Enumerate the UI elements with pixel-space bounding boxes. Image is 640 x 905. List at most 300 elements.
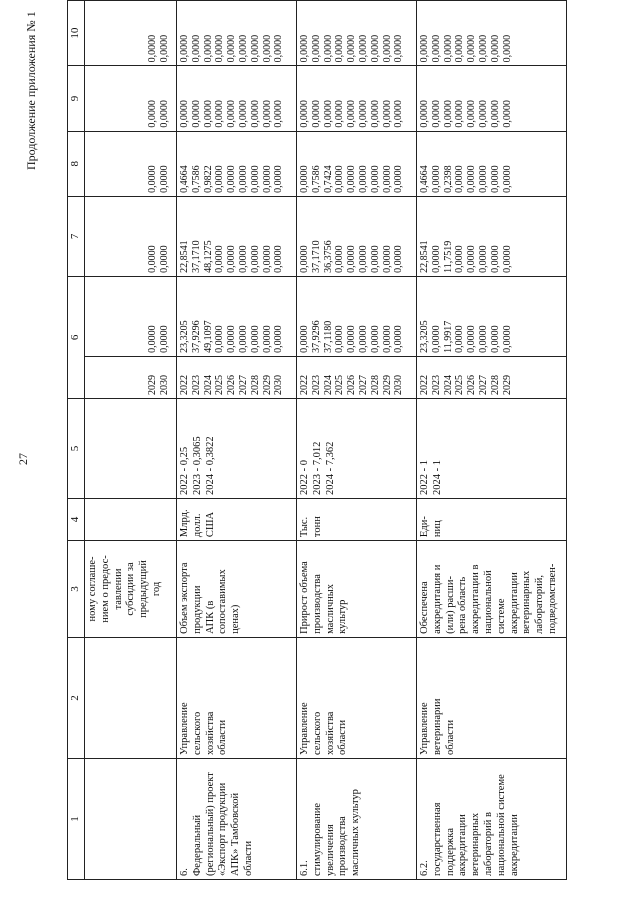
- total-cell-value: 0,0000: [273, 325, 285, 353]
- year-cell: [297, 356, 417, 398]
- regional-budget-cell-value: 0,0000: [226, 165, 238, 193]
- federal-budget-cell-value: 0,0000: [501, 245, 513, 273]
- item-name-line: Федеральный: [191, 814, 203, 876]
- federal-budget-cell-value: 36,3756: [322, 240, 334, 273]
- federal-budget-cell: [417, 196, 567, 276]
- extrabudget-cell-value: 0,0000: [299, 34, 310, 63]
- extrabudget-cell-value: 0,0000: [466, 34, 478, 63]
- federal-budget-cell-value: 0,0000: [147, 245, 158, 273]
- extrabudget-cell-value: 0,0000: [310, 34, 322, 63]
- extrabudget-cell-value: 0,0000: [322, 34, 334, 63]
- year-cell-value: 2029: [381, 374, 393, 395]
- year-cell: [417, 356, 567, 398]
- federal-budget-cell-value: 0,0000: [299, 245, 310, 273]
- year-cell-value: 2027: [477, 374, 489, 395]
- item-name-line: «Экспорт продукции: [217, 782, 229, 876]
- indicator-cell-line: продукции: [191, 585, 203, 634]
- total-cell-value: 23,3205: [419, 320, 430, 353]
- column-header: 6: [68, 276, 85, 398]
- regional-budget-cell-value: 0,7586: [190, 165, 202, 193]
- year-cell-value: 2030: [158, 374, 170, 395]
- extrabudget-cell-value: 0,0000: [237, 34, 249, 63]
- item-name-line: АПК» Тамбовской: [230, 792, 242, 876]
- column-header: 8: [68, 131, 85, 196]
- local-budget-cell-value: 0,0000: [202, 100, 214, 128]
- indicator-cell-line: системе: [495, 598, 507, 634]
- item-name-line: области: [242, 840, 254, 876]
- regional-budget-cell-value: 0,0000: [489, 165, 501, 193]
- item-name-line: лабораторий в: [482, 812, 494, 876]
- extrabudget-cell-value: 0,0000: [369, 34, 381, 63]
- local-budget-cell-value: 0,0000: [299, 100, 310, 128]
- item-name-line: (региональный) проект: [204, 772, 216, 876]
- unit-cell-line: долл.: [191, 513, 203, 538]
- column-number-row: [68, 1, 85, 880]
- total-cell-value: 11,9917: [442, 320, 454, 353]
- indicator-cell-line: аккредитации в: [470, 564, 482, 634]
- regional-budget-cell-value: 0,7424: [322, 165, 334, 193]
- regional-budget-cell-value: 0,0000: [346, 165, 358, 193]
- indicator-cell: [177, 541, 297, 638]
- extrabudget-cell-value: 0,0000: [454, 34, 466, 63]
- executor-cell-line: Управление: [419, 702, 430, 755]
- appendix-table: [67, 0, 567, 880]
- unit-cell-line: Тыс.: [299, 516, 310, 538]
- plan-value-cell: [85, 398, 177, 498]
- year-cell-value: 2028: [249, 374, 261, 395]
- total-cell-value: 37,9296: [190, 320, 202, 353]
- extrabudget-cell-value: 0,0000: [477, 34, 489, 63]
- year-cell-value: 2024: [322, 374, 334, 395]
- extrabudget-cell-value: 0,0000: [179, 34, 190, 63]
- item-cell: [177, 758, 297, 879]
- item-cell: [297, 758, 417, 879]
- year-cell-value: 2029: [147, 374, 158, 395]
- item-cell: [85, 758, 177, 879]
- extrabudget-cell-value: 0,0000: [226, 34, 238, 63]
- item-number: 6.1.: [299, 860, 310, 876]
- total-cell-value: 0,0000: [393, 325, 405, 353]
- total-cell-value: 0,0000: [381, 325, 393, 353]
- regional-budget-cell-value: 0,0000: [334, 165, 346, 193]
- item-name-line: аккредитации: [508, 814, 520, 876]
- extrabudget-cell-value: 0,0000: [346, 34, 358, 63]
- executor-cell-line: Управление: [299, 702, 310, 755]
- plan-value-cell: [177, 398, 297, 498]
- year-cell-value: 2024: [442, 374, 454, 395]
- federal-budget-cell-value: 0,0000: [454, 245, 466, 273]
- executor-cell-line: Управление: [179, 702, 190, 755]
- local-budget-cell-value: 0,0000: [179, 100, 190, 128]
- extrabudget-cell-value: 0,0000: [273, 34, 285, 63]
- item-name-line: национальной системе: [495, 774, 507, 876]
- total-cell-value: 0,0000: [158, 325, 170, 353]
- plan-value-cell-line: 2024 - 7,362: [324, 441, 336, 495]
- total-cell-value: 37,1180: [322, 320, 334, 353]
- unit-cell-line: ниц: [431, 520, 443, 538]
- indicator-cell-line: нием о предос-: [99, 555, 111, 623]
- column-header: 2: [68, 637, 85, 758]
- local-budget-cell-value: 0,0000: [369, 100, 381, 128]
- year-cell-value: 2022: [299, 374, 310, 395]
- executor-cell-line: сельского: [191, 711, 203, 755]
- extrabudget-cell-value: 0,0000: [419, 34, 430, 63]
- total-cell: [297, 276, 417, 356]
- year-cell: [177, 356, 297, 398]
- plan-value-cell-line: 2023 - 0,3065: [191, 436, 203, 495]
- total-cell-value: 0,0000: [477, 325, 489, 353]
- federal-budget-cell-value: 22,8541: [419, 240, 430, 273]
- table-row: [177, 1, 297, 880]
- regional-budget-cell-value: 0,0000: [158, 165, 170, 193]
- unit-cell: [177, 498, 297, 540]
- executor-cell-line: области: [444, 719, 456, 755]
- local-budget-cell-value: 0,0000: [147, 100, 158, 128]
- unit-cell-line: США: [204, 511, 216, 538]
- local-budget-cell-value: 0,0000: [477, 100, 489, 128]
- indicator-cell-line: ценах): [230, 604, 242, 634]
- local-budget-cell-value: 0,0000: [334, 100, 346, 128]
- indicator-cell-line: (или) расши-: [444, 576, 456, 634]
- federal-budget-cell: [297, 196, 417, 276]
- total-cell-value: 0,0000: [261, 325, 273, 353]
- executor-cell-line: ветеринарии: [431, 698, 443, 755]
- extrabudget-cell-value: 0,0000: [147, 34, 158, 63]
- regional-budget-cell-value: 0,4664: [419, 165, 430, 193]
- total-cell-value: 0,0000: [237, 325, 249, 353]
- federal-budget-cell-value: 0,0000: [430, 245, 442, 273]
- total-cell-value: 23,3205: [179, 320, 190, 353]
- extrabudget-cell-value: 0,0000: [430, 34, 442, 63]
- federal-budget-cell-value: 0,0000: [477, 245, 489, 273]
- year-cell-value: 2026: [346, 374, 358, 395]
- local-budget-cell-value: 0,0000: [393, 100, 405, 128]
- indicator-cell: [85, 541, 177, 638]
- extrabudget-cell: [177, 1, 297, 66]
- year-cell-value: 2023: [190, 374, 202, 395]
- item-name-line: производства: [337, 816, 349, 876]
- extrabudget-cell-value: 0,0000: [381, 34, 393, 63]
- year-cell-value: 2025: [214, 374, 226, 395]
- year-cell-value: 2030: [273, 374, 285, 395]
- indicator-cell-line: предыдущий: [138, 560, 150, 618]
- regional-budget-cell-value: 0,0000: [249, 165, 261, 193]
- federal-budget-cell: [177, 196, 297, 276]
- total-cell-value: 0,0000: [489, 325, 501, 353]
- plan-value-cell-line: 2022 - 0: [299, 459, 310, 495]
- federal-budget-cell-value: 0,0000: [273, 245, 285, 273]
- indicator-cell-line: Обеспечена: [419, 581, 430, 634]
- extrabudget-cell-value: 0,0000: [442, 34, 454, 63]
- extrabudget-cell-value: 0,0000: [357, 34, 369, 63]
- extrabudget-cell-value: 0,0000: [249, 34, 261, 63]
- year-cell: [85, 356, 177, 398]
- indicator-cell-line: субсидии за: [125, 562, 137, 616]
- executor-cell-line: хозяйства: [204, 711, 216, 755]
- local-budget-cell-value: 0,0000: [158, 100, 170, 128]
- federal-budget-cell-value: 22,8541: [179, 240, 190, 273]
- column-header: 1: [68, 758, 85, 879]
- plan-value-cell-line: 2024 - 1: [431, 459, 443, 495]
- local-budget-cell: [177, 66, 297, 131]
- item-name-line: масличных культур: [350, 789, 362, 876]
- year-cell-value: 2022: [179, 374, 190, 395]
- year-cell-value: 2026: [466, 374, 478, 395]
- column-header: 4: [68, 498, 85, 540]
- regional-budget-cell-value: 0,0000: [381, 165, 393, 193]
- year-cell-value: 2023: [310, 374, 322, 395]
- regional-budget-cell-value: 0,0000: [214, 165, 226, 193]
- federal-budget-cell-value: 0,0000: [346, 245, 358, 273]
- federal-budget-cell-value: 0,0000: [249, 245, 261, 273]
- indicator-cell-line: АПК (в: [204, 600, 216, 634]
- regional-budget-cell-value: 0,7586: [310, 165, 322, 193]
- executor-cell: [417, 637, 567, 758]
- federal-budget-cell-value: 0,0000: [381, 245, 393, 273]
- regional-budget-cell-value: 0,9822: [202, 165, 214, 193]
- total-cell: [417, 276, 567, 356]
- year-cell-value: 2029: [261, 374, 273, 395]
- total-cell-value: 0,0000: [357, 325, 369, 353]
- item-name-line: аккредитации: [457, 814, 469, 876]
- unit-cell: [85, 498, 177, 540]
- regional-budget-cell-value: 0,0000: [261, 165, 273, 193]
- year-cell-value: 2025: [334, 374, 346, 395]
- plan-value-cell: [417, 398, 567, 498]
- extrabudget-cell-value: 0,0000: [158, 34, 170, 63]
- item-name-line: увеличения: [324, 824, 336, 876]
- total-cell-value: 49,1097: [202, 320, 214, 353]
- column-header: 5: [68, 398, 85, 498]
- regional-budget-cell-value: 0,0000: [393, 165, 405, 193]
- executor-cell: [177, 637, 297, 758]
- local-budget-cell-value: 0,0000: [249, 100, 261, 128]
- regional-budget-cell: [417, 131, 567, 196]
- total-cell-value: 37,9296: [310, 320, 322, 353]
- table-row: [85, 1, 177, 880]
- plan-value-cell-line: 2022 - 0,25: [179, 446, 190, 495]
- year-cell-value: 2029: [501, 374, 513, 395]
- federal-budget-cell-value: 37,1710: [310, 240, 322, 273]
- plan-value-cell-line: 2023 - 7,012: [311, 441, 323, 495]
- extrabudget-cell-value: 0,0000: [190, 34, 202, 63]
- table-row: [297, 1, 417, 880]
- table-row: [417, 1, 567, 880]
- local-budget-cell-value: 0,0000: [357, 100, 369, 128]
- regional-budget-cell-value: 0,0000: [501, 165, 513, 193]
- regional-budget-cell-value: 0,0000: [477, 165, 489, 193]
- federal-budget-cell-value: 0,0000: [393, 245, 405, 273]
- year-cell-value: 2024: [202, 374, 214, 395]
- local-budget-cell-value: 0,0000: [454, 100, 466, 128]
- regional-budget-cell-value: 0,4664: [179, 165, 190, 193]
- item-number: 6.: [179, 868, 190, 876]
- year-cell-value: 2023: [430, 374, 442, 395]
- indicator-cell-line: лабораторий,: [534, 574, 546, 634]
- extrabudget-cell-value: 0,0000: [214, 34, 226, 63]
- appendix-heading: Продолжение приложения № 1: [24, 11, 38, 170]
- indicator-cell-line: сопоставимых: [217, 569, 229, 634]
- page-number: 27: [16, 453, 30, 465]
- indicator-cell-line: аккредитация и: [431, 564, 443, 634]
- year-cell-value: 2027: [357, 374, 369, 395]
- executor-cell: [297, 637, 417, 758]
- indicator-cell-line: тавлении: [112, 568, 124, 610]
- local-budget-cell-value: 0,0000: [501, 100, 513, 128]
- local-budget-cell-value: 0,0000: [466, 100, 478, 128]
- regional-budget-cell: [85, 131, 177, 196]
- column-header: 10: [68, 1, 85, 66]
- extrabudget-cell-value: 0,0000: [489, 34, 501, 63]
- indicator-cell-line: ветеринарных: [521, 570, 533, 634]
- regional-budget-cell: [297, 131, 417, 196]
- unit-cell: [417, 498, 567, 540]
- regional-budget-cell-value: 0,0000: [357, 165, 369, 193]
- federal-budget-cell-value: 0,0000: [466, 245, 478, 273]
- indicator-cell-line: Объем экспорта: [179, 562, 190, 634]
- local-budget-cell: [85, 66, 177, 131]
- executor-cell-line: области: [217, 719, 229, 755]
- federal-budget-cell: [85, 196, 177, 276]
- total-cell-value: 0,0000: [466, 325, 478, 353]
- federal-budget-cell-value: 0,0000: [158, 245, 170, 273]
- item-name-line: государственная: [431, 802, 443, 876]
- extrabudget-cell-value: 0,0000: [202, 34, 214, 63]
- column-header: 7: [68, 196, 85, 276]
- federal-budget-cell-value: 0,0000: [489, 245, 501, 273]
- year-cell-value: 2026: [226, 374, 238, 395]
- total-cell-value: 0,0000: [369, 325, 381, 353]
- indicator-cell-line: производства: [311, 574, 323, 634]
- local-budget-cell-value: 0,0000: [273, 100, 285, 128]
- item-name-line: стимулирование: [311, 802, 323, 876]
- local-budget-cell: [297, 66, 417, 131]
- local-budget-cell-value: 0,0000: [442, 100, 454, 128]
- executor-cell-line: сельского: [311, 711, 323, 755]
- year-cell-value: 2027: [237, 374, 249, 395]
- item-name-line: поддержка: [444, 827, 456, 876]
- regional-budget-cell-value: 0,2398: [442, 165, 454, 193]
- plan-value-cell: [297, 398, 417, 498]
- extrabudget-cell-value: 0,0000: [261, 34, 273, 63]
- extrabudget-cell-value: 0,0000: [393, 34, 405, 63]
- federal-budget-cell-value: 0,0000: [226, 245, 238, 273]
- total-cell-value: 0,0000: [501, 325, 513, 353]
- indicator-cell-line: ному соглаше-: [87, 556, 98, 622]
- total-cell-value: 0,0000: [334, 325, 346, 353]
- local-budget-cell-value: 0,0000: [226, 100, 238, 128]
- local-budget-cell-value: 0,0000: [346, 100, 358, 128]
- local-budget-cell-value: 0,0000: [430, 100, 442, 128]
- federal-budget-cell-value: 0,0000: [369, 245, 381, 273]
- plan-value-cell-line: 2024 - 0,3822: [204, 436, 216, 495]
- total-cell-value: 0,0000: [346, 325, 358, 353]
- local-budget-cell-value: 0,0000: [190, 100, 202, 128]
- regional-budget-cell-value: 0,0000: [147, 165, 158, 193]
- total-cell-value: 0,0000: [214, 325, 226, 353]
- year-cell-value: 2030: [393, 374, 405, 395]
- local-budget-cell-value: 0,0000: [310, 100, 322, 128]
- local-budget-cell-value: 0,0000: [322, 100, 334, 128]
- total-cell-value: 0,0000: [299, 325, 310, 353]
- local-budget-cell: [417, 66, 567, 131]
- indicator-cell-line: подведомствен-: [546, 563, 558, 634]
- indicator-cell-line: национальной: [482, 570, 494, 634]
- unit-cell: [297, 498, 417, 540]
- federal-budget-cell-value: 0,0000: [334, 245, 346, 273]
- column-header: 9: [68, 66, 85, 131]
- year-cell-value: 2028: [489, 374, 501, 395]
- total-cell-value: 0,0000: [226, 325, 238, 353]
- indicator-cell-line: год: [150, 581, 162, 597]
- regional-budget-cell-value: 0,0000: [369, 165, 381, 193]
- local-budget-cell-value: 0,0000: [489, 100, 501, 128]
- executor-cell-line: области: [337, 719, 349, 755]
- plan-value-cell-line: 2022 - 1: [419, 459, 430, 495]
- unit-cell-line: Млрд.: [179, 509, 190, 538]
- total-cell: [85, 276, 177, 356]
- total-cell-value: 0,0000: [430, 325, 442, 353]
- indicator-cell-line: масличных: [324, 583, 336, 634]
- federal-budget-cell-value: 0,0000: [357, 245, 369, 273]
- local-budget-cell-value: 0,0000: [261, 100, 273, 128]
- regional-budget-cell-value: 0,0000: [430, 165, 442, 193]
- federal-budget-cell-value: 0,0000: [214, 245, 226, 273]
- total-cell-value: 0,0000: [454, 325, 466, 353]
- year-cell-value: 2025: [454, 374, 466, 395]
- federal-budget-cell-value: 37,1710: [190, 240, 202, 273]
- local-budget-cell-value: 0,0000: [237, 100, 249, 128]
- indicator-cell: [297, 541, 417, 638]
- federal-budget-cell-value: 0,0000: [261, 245, 273, 273]
- local-budget-cell-value: 0,0000: [214, 100, 226, 128]
- local-budget-cell-value: 0,0000: [381, 100, 393, 128]
- regional-budget-cell: [177, 131, 297, 196]
- indicator-cell-line: культур: [337, 599, 349, 634]
- extrabudget-cell: [297, 1, 417, 66]
- column-header: 3: [68, 541, 85, 638]
- federal-budget-cell-value: 0,0000: [237, 245, 249, 273]
- year-cell-value: 2028: [369, 374, 381, 395]
- federal-budget-cell-value: 11,7519: [442, 240, 454, 273]
- regional-budget-cell-value: 0,0000: [273, 165, 285, 193]
- item-cell: [417, 758, 567, 879]
- extrabudget-cell: [85, 1, 177, 66]
- regional-budget-cell-value: 0,0000: [466, 165, 478, 193]
- unit-cell-line: тонн: [311, 516, 323, 538]
- regional-budget-cell-value: 0,0000: [237, 165, 249, 193]
- executor-cell: [85, 637, 177, 758]
- regional-budget-cell-value: 0,0000: [299, 165, 310, 193]
- extrabudget-cell-value: 0,0000: [501, 34, 513, 63]
- indicator-cell-line: рена область: [457, 576, 469, 634]
- extrabudget-cell: [417, 1, 567, 66]
- item-number: 6.2.: [419, 860, 430, 876]
- year-cell-value: 2022: [419, 374, 430, 395]
- local-budget-cell-value: 0,0000: [419, 100, 430, 128]
- item-name-line: ветеринарных: [470, 812, 482, 876]
- indicator-cell-line: Прирост объема: [299, 561, 310, 634]
- federal-budget-cell-value: 48,1275: [202, 240, 214, 273]
- executor-cell-line: хозяйства: [324, 711, 336, 755]
- indicator-cell-line: аккредитации: [508, 572, 520, 634]
- indicator-cell: [417, 541, 567, 638]
- regional-budget-cell-value: 0,0000: [454, 165, 466, 193]
- total-cell-value: 0,0000: [249, 325, 261, 353]
- unit-cell-line: Еди-: [419, 516, 430, 538]
- total-cell-value: 0,0000: [147, 325, 158, 353]
- extrabudget-cell-value: 0,0000: [334, 34, 346, 63]
